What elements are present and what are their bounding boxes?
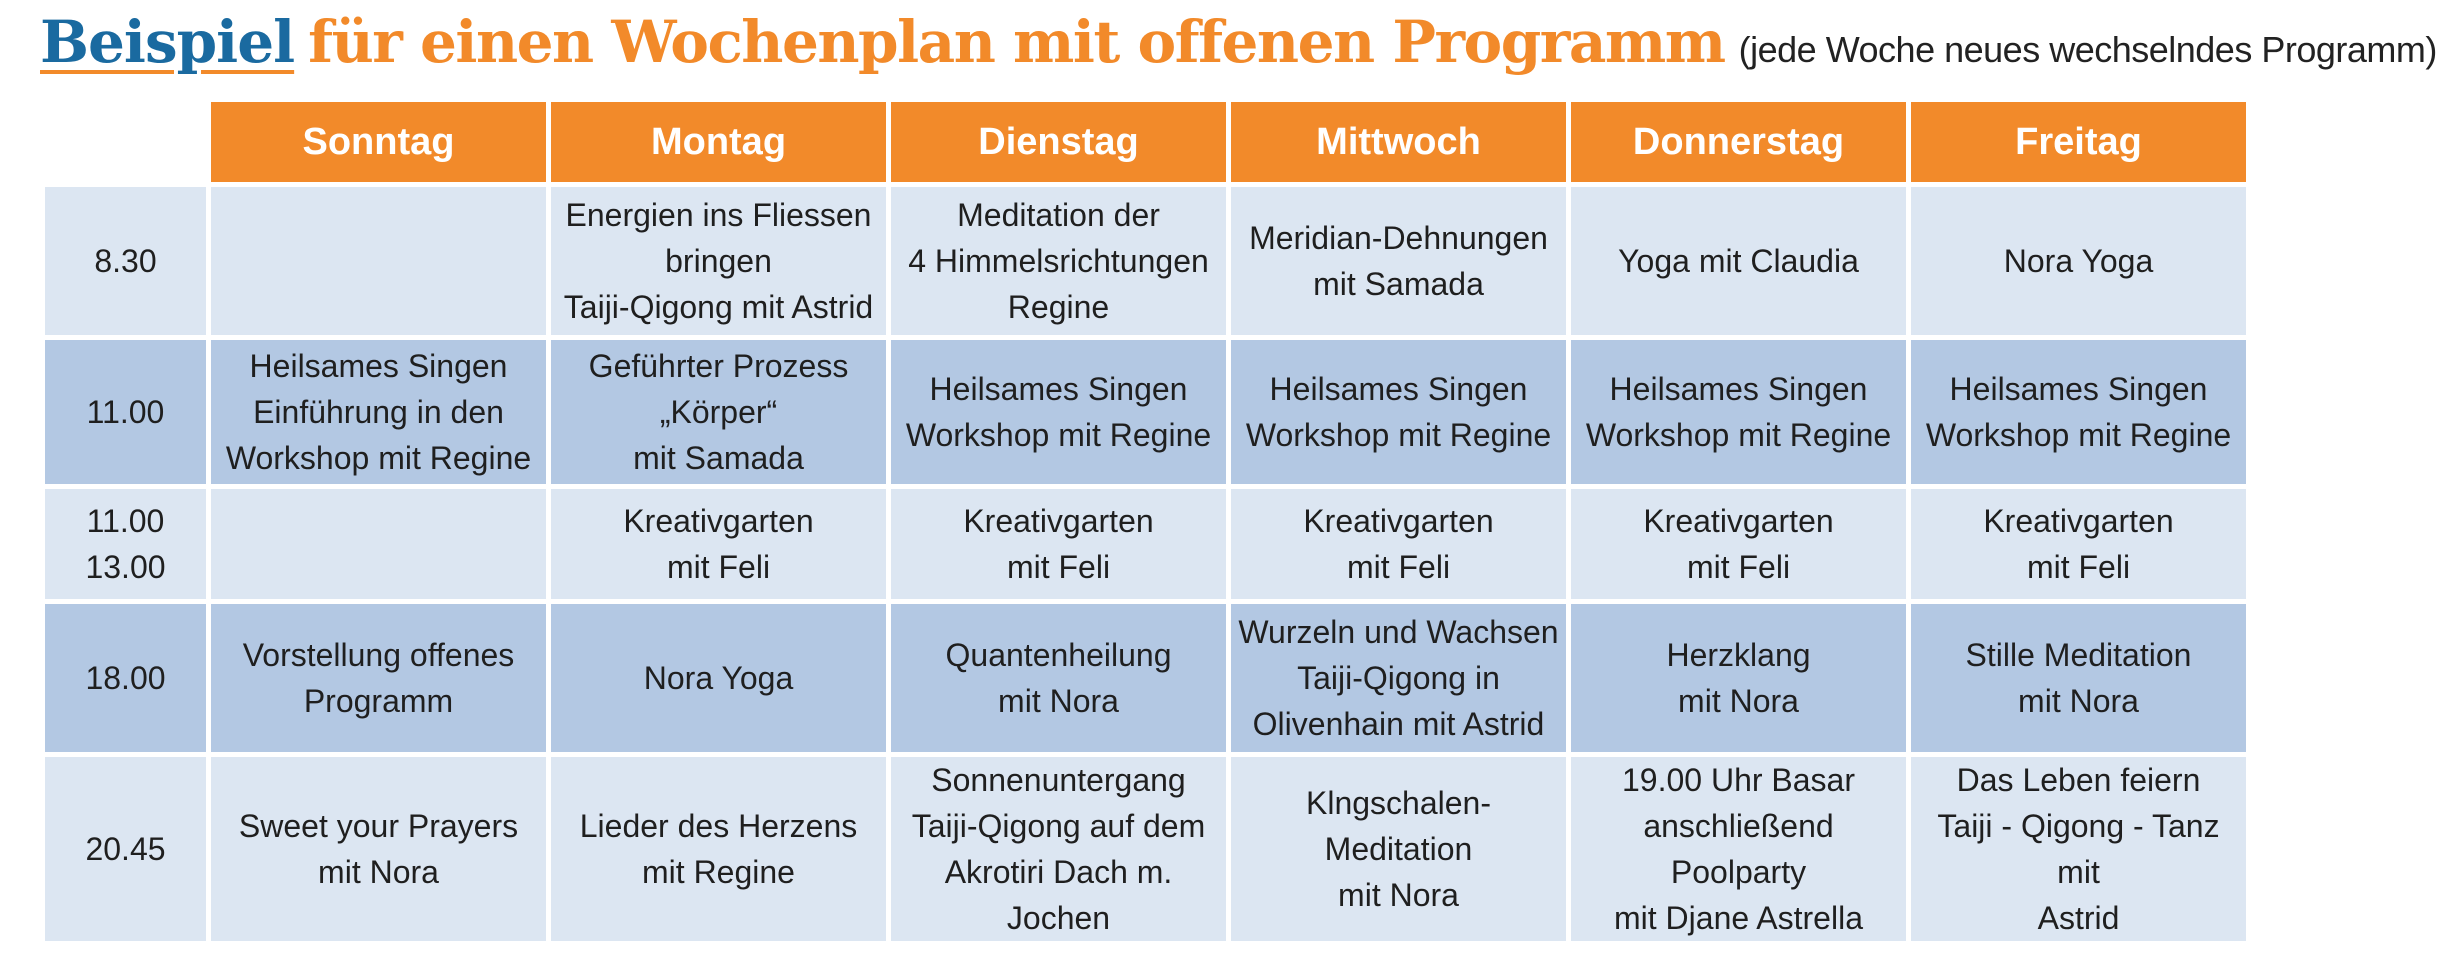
session-cell: Geführter Prozess „Körper“ mit Samada	[551, 340, 886, 484]
session-cell: Kreativgarten mit Feli	[1911, 489, 2246, 599]
session-cell: Kreativgarten mit Feli	[1571, 489, 1906, 599]
session-cell: Sweet your Prayers mit Nora	[211, 757, 546, 941]
session-cell: Das Leben feiern Taiji - Qigong - Tanz mit Astrid	[1911, 757, 2246, 941]
session-cell	[211, 489, 546, 599]
day-header-montag: Montag	[551, 102, 886, 182]
session-cell: Sonnenuntergang Taiji-Qigong auf dem Akrotiri Dach m. Jochen	[891, 757, 1226, 941]
table-row	[45, 187, 2246, 335]
session-cell: Quantenheilung mit Nora	[891, 604, 1226, 752]
day-header-dienstag: Dienstag	[891, 102, 1226, 182]
session-cell: Vorstellung offenes Programm	[211, 604, 546, 752]
time-cell: 20.45	[45, 757, 206, 941]
time-cell: 18.00	[45, 604, 206, 752]
session-cell	[211, 187, 546, 335]
session-cell: Heilsames Singen Workshop mit Regine	[1571, 340, 1906, 484]
time-cell: 11.00 13.00	[45, 489, 206, 599]
title-note: (jede Woche neues wechselndes Programm)	[1738, 29, 2437, 70]
session-cell: Kreativgarten mit Feli	[551, 489, 886, 599]
session-cell: Energien ins Fliessen bringen Taiji-Qigong mit Astrid	[551, 187, 886, 335]
session-cell: Stille Meditation mit Nora	[1911, 604, 2246, 752]
title-main: für einen Wochenplan mit offenen Programm	[308, 8, 1725, 76]
session-cell: Heilsames Singen Workshop mit Regine	[1231, 340, 1566, 484]
day-header-sonntag: Sonntag	[211, 102, 546, 182]
session-cell: Herzklang mit Nora	[1571, 604, 1906, 752]
session-cell: Heilsames Singen Einführung in den Workshop mit Regine	[211, 340, 546, 484]
session-cell: Kreativgarten mit Feli	[891, 489, 1226, 599]
table-row	[45, 757, 2246, 941]
day-header-mittwoch: Mittwoch	[1231, 102, 1566, 182]
table-row	[45, 489, 2246, 599]
session-cell: Kreativgarten mit Feli	[1231, 489, 1566, 599]
table-row	[45, 340, 2246, 484]
table-row	[45, 604, 2246, 752]
session-cell: Lieder des Herzens mit Regine	[551, 757, 886, 941]
session-cell: 19.00 Uhr Basar anschließend Poolparty mit Djane Astrella	[1571, 757, 1906, 941]
weekly-schedule-table	[40, 97, 2251, 946]
time-cell: 11.00	[45, 340, 206, 484]
header-blank-cell	[45, 102, 206, 182]
day-header-freitag: Freitag	[1911, 102, 2246, 182]
day-header-donnerstag: Donnerstag	[1571, 102, 1906, 182]
session-cell: Nora Yoga	[551, 604, 886, 752]
table-header-row	[45, 102, 2246, 182]
session-cell: Nora Yoga	[1911, 187, 2246, 335]
session-cell: Meridian-Dehnungen mit Samada	[1231, 187, 1566, 335]
session-cell: Yoga mit Claudia	[1571, 187, 1906, 335]
session-cell: Heilsames Singen Workshop mit Regine	[891, 340, 1226, 484]
session-cell: Wurzeln und Wachsen Taiji-Qigong in Olivenhain mit Astrid	[1231, 604, 1566, 752]
title-lead: Beispiel	[40, 8, 295, 76]
session-cell: Heilsames Singen Workshop mit Regine	[1911, 340, 2246, 484]
page-title	[40, 8, 2437, 88]
session-cell: Klngschalen- Meditation mit Nora	[1231, 757, 1566, 941]
session-cell: Meditation der 4 Himmelsrichtungen Regine	[891, 187, 1226, 335]
time-cell: 8.30	[45, 187, 206, 335]
